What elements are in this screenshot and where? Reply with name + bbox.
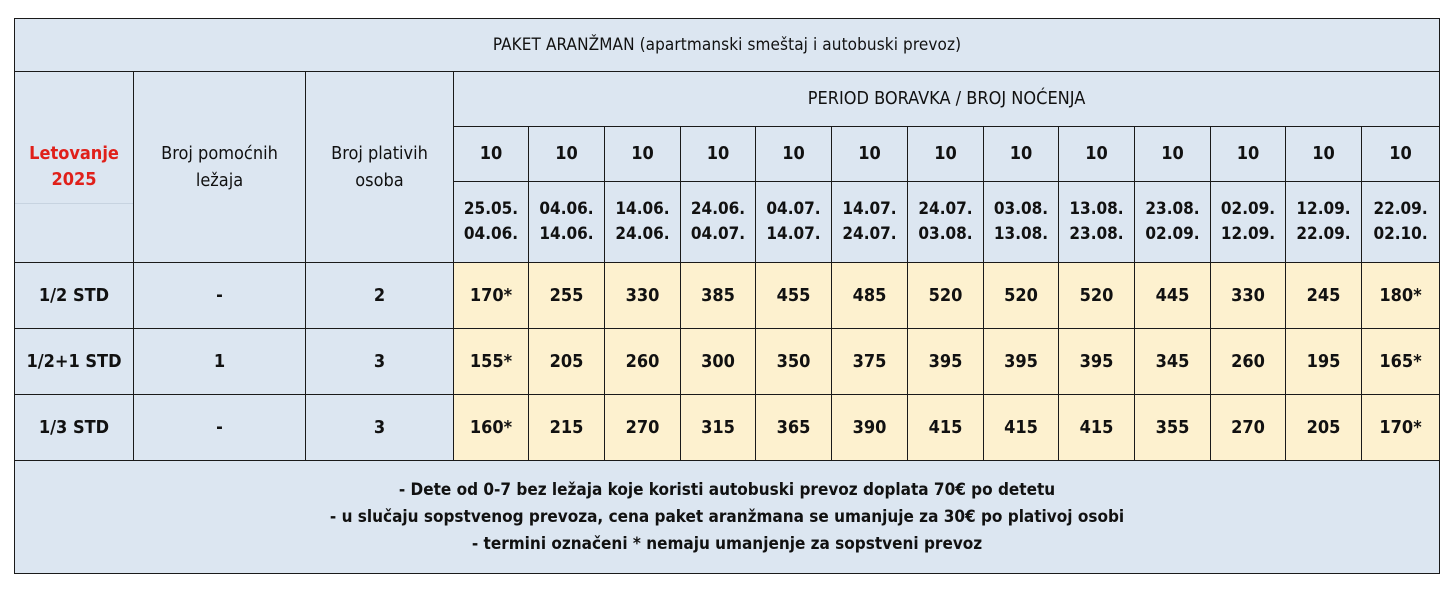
paying-persons-header — [306, 72, 454, 263]
extra-beds-cell: - — [134, 263, 306, 329]
date-from: 03.08. — [993, 199, 1049, 219]
price-cell: 170* — [454, 263, 529, 329]
room-type-cell: 1/2+1 STD — [15, 329, 134, 395]
price-cell: 330 — [605, 263, 681, 329]
extra-beds-cell: 1 — [134, 329, 306, 395]
date-to: 14.07. — [766, 224, 821, 244]
price-cell: 520 — [984, 263, 1059, 329]
nights-cell: 10 — [1135, 127, 1211, 182]
date-to: 04.06. — [463, 224, 519, 244]
nights-cell: 10 — [908, 127, 984, 182]
price-cell: 315 — [681, 395, 756, 461]
season-cell — [15, 72, 134, 263]
nights-cell: 10 — [1059, 127, 1135, 182]
extra-beds-header-line1: Broj pomoćnih — [161, 143, 278, 164]
paying-persons-cell: 3 — [306, 329, 454, 395]
price-cell: 485 — [832, 263, 908, 329]
extra-beds-cell: - — [134, 395, 306, 461]
price-cell: 270 — [1211, 395, 1286, 461]
price-cell: 445 — [1135, 263, 1211, 329]
price-cell: 345 — [1135, 329, 1211, 395]
note-child-supplement: - Dete od 0-7 bez ležaja koje koristi autobuski prevoz doplata 70€ po detetu — [398, 479, 1056, 500]
date-range-cell — [832, 182, 908, 263]
price-cell: 395 — [908, 329, 984, 395]
date-to: 13.08. — [993, 224, 1049, 244]
price-cell: 260 — [1211, 329, 1286, 395]
date-from: 24.06. — [690, 199, 746, 219]
date-from: 24.07. — [918, 199, 973, 219]
date-from: 13.08. — [1069, 199, 1124, 219]
season-label: Letovanje — [29, 143, 119, 164]
paying-persons-cell: 3 — [306, 395, 454, 461]
date-from: 04.06. — [539, 199, 594, 219]
paying-persons-header-line2: osoba — [355, 170, 404, 191]
price-cell: 385 — [681, 263, 756, 329]
note-asterisk: - termini označeni * nemaju umanjenje za sopstveni prevoz — [471, 533, 983, 554]
date-range-cell — [1362, 182, 1440, 263]
date-from: 14.06. — [615, 199, 670, 219]
price-cell: 415 — [1059, 395, 1135, 461]
date-from: 12.09. — [1296, 199, 1351, 219]
date-range-cell — [1286, 182, 1362, 263]
table-row — [15, 329, 1440, 395]
extra-beds-header-line2: ležaja — [195, 170, 244, 191]
table-title: PAKET ARANŽMAN (apartmanski smeštaj i autobuski prevoz) — [15, 19, 1440, 72]
nights-cell: 10 — [984, 127, 1059, 182]
date-to: 22.09. — [1296, 224, 1351, 244]
price-cell: 330 — [1211, 263, 1286, 329]
date-to: 24.06. — [615, 224, 670, 244]
note-own-transport: - u slučaju sopstvenog prevoza, cena paket aranžmana se umanjuje za 30€ po plativoj osobi — [329, 506, 1125, 527]
date-range-cell — [1135, 182, 1211, 263]
date-range-cell — [529, 182, 605, 263]
nights-cell: 10 — [605, 127, 681, 182]
price-cell: 155* — [454, 329, 529, 395]
date-to: 14.06. — [539, 224, 594, 244]
price-table-container — [14, 18, 1440, 574]
nights-cell: 10 — [454, 127, 529, 182]
price-cell: 415 — [984, 395, 1059, 461]
period-header: PERIOD BORAVKA / BROJ NOĆENJA — [454, 72, 1440, 127]
extra-beds-header — [134, 72, 306, 263]
price-cell: 395 — [1059, 329, 1135, 395]
date-to: 24.07. — [842, 224, 897, 244]
season-year: 2025 — [51, 169, 97, 190]
date-from: 23.08. — [1145, 199, 1200, 219]
price-cell: 455 — [756, 263, 832, 329]
price-table — [14, 18, 1440, 574]
date-from: 22.09. — [1373, 199, 1428, 219]
paying-persons-cell: 2 — [306, 263, 454, 329]
price-cell: 375 — [832, 329, 908, 395]
price-cell: 270 — [605, 395, 681, 461]
date-range-cell — [908, 182, 984, 263]
table-row — [15, 263, 1440, 329]
price-cell: 520 — [908, 263, 984, 329]
price-cell: 255 — [529, 263, 605, 329]
date-to: 03.08. — [918, 224, 973, 244]
date-range-cell — [756, 182, 832, 263]
date-to: 04.07. — [690, 224, 746, 244]
nights-cell: 10 — [529, 127, 605, 182]
price-cell: 245 — [1286, 263, 1362, 329]
room-type-cell: 1/2 STD — [15, 263, 134, 329]
price-cell: 300 — [681, 329, 756, 395]
date-range-cell — [454, 182, 529, 263]
price-cell: 395 — [984, 329, 1059, 395]
price-cell: 390 — [832, 395, 908, 461]
date-from: 02.09. — [1220, 199, 1276, 219]
price-cell: 365 — [756, 395, 832, 461]
price-cell: 520 — [1059, 263, 1135, 329]
price-cell: 205 — [529, 329, 605, 395]
price-cell: 180* — [1362, 263, 1440, 329]
price-cell: 195 — [1286, 329, 1362, 395]
nights-cell: 10 — [1211, 127, 1286, 182]
price-cell: 160* — [454, 395, 529, 461]
price-cell: 260 — [605, 329, 681, 395]
paying-persons-header-line1: Broj plativih — [331, 143, 428, 164]
price-body — [15, 263, 1440, 461]
date-to: 23.08. — [1069, 224, 1124, 244]
nights-cell: 10 — [681, 127, 756, 182]
date-to: 02.09. — [1145, 224, 1200, 244]
price-cell: 165* — [1362, 329, 1440, 395]
date-to: 02.10. — [1373, 224, 1428, 244]
date-range-cell — [1211, 182, 1286, 263]
table-row — [15, 395, 1440, 461]
price-cell: 415 — [908, 395, 984, 461]
notes-cell — [15, 461, 1440, 574]
nights-cell: 10 — [756, 127, 832, 182]
date-from: 04.07. — [766, 199, 821, 219]
date-from: 25.05. — [463, 199, 519, 219]
date-to: 12.09. — [1220, 224, 1276, 244]
price-cell: 350 — [756, 329, 832, 395]
price-cell: 215 — [529, 395, 605, 461]
season-divider — [15, 203, 133, 204]
nights-cell: 10 — [832, 127, 908, 182]
date-range-cell — [681, 182, 756, 263]
nights-cell: 10 — [1286, 127, 1362, 182]
price-cell: 205 — [1286, 395, 1362, 461]
price-cell: 355 — [1135, 395, 1211, 461]
date-range-cell — [1059, 182, 1135, 263]
date-range-cell — [984, 182, 1059, 263]
price-cell: 170* — [1362, 395, 1440, 461]
date-range-cell — [605, 182, 681, 263]
room-type-cell: 1/3 STD — [15, 395, 134, 461]
date-from: 14.07. — [842, 199, 897, 219]
nights-cell: 10 — [1362, 127, 1440, 182]
